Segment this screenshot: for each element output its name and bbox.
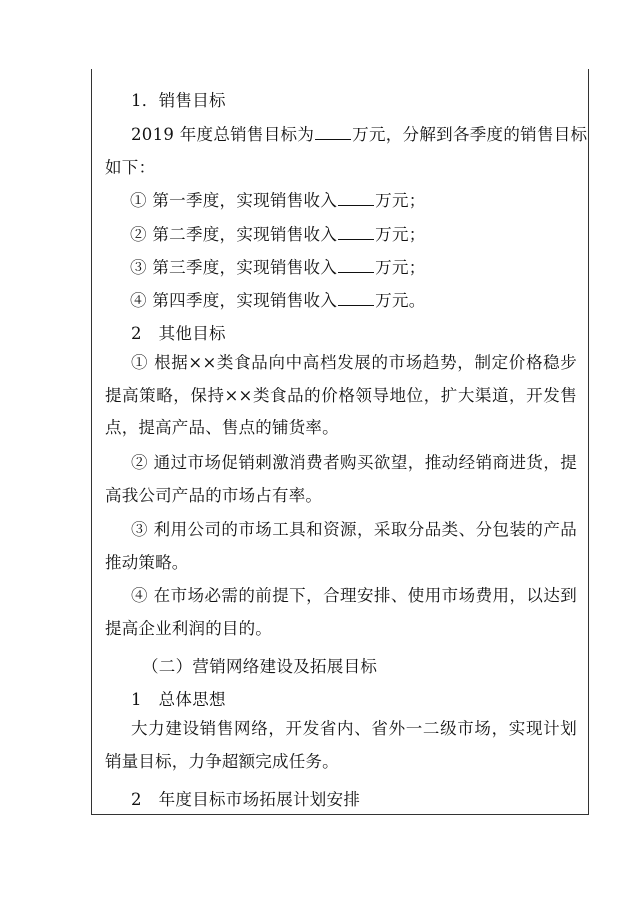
quarter-4-suffix: 万元。 (375, 291, 426, 310)
paragraph-promotion: ② 通过市场促销刺激消费者购买欲望，推动经销商进货，提高我公司产品的市场占有率。 (105, 453, 577, 505)
quarter-3-line (130, 254, 426, 278)
quarter-1-prefix: ① 第一季度，实现销售收入 (130, 191, 338, 210)
paragraph-overall-idea: 大力建设销售网络，开发省内、省外一二级市场，实现计划销量目标，力争超额完成任务。 (105, 719, 577, 771)
quarter-3-suffix: 万元； (375, 258, 426, 277)
quarter-3-blank (338, 258, 374, 273)
paragraph-market-expenses: ④ 在市场必需的前提下，合理安排、使用市场费用，以达到提高企业利润的目的。 (105, 586, 577, 638)
paragraph-tools-resources: ③ 利用公司的市场工具和资源，采取分品类、分包装的产品推动策略。 (105, 520, 577, 572)
quarter-4-prefix: ④ 第四季度，实现销售收入 (130, 291, 338, 310)
document-frame (91, 69, 589, 815)
quarter-4-line (130, 287, 426, 311)
quarter-2-suffix: 万元； (375, 225, 426, 244)
heading-annual-plan: 2 年度目标市场拓展计划安排 (131, 790, 361, 809)
quarter-4-blank (338, 291, 374, 306)
heading-network-targets: （二）营销网络建设及拓展目标 (142, 657, 378, 676)
total-target-blank (315, 125, 351, 140)
paragraph-pricing-strategy: ① 根据××类食品向中高档发展的市场趋势，制定价格稳步提高策略，保持××类食品的价格领导地位，扩大渠道，开发售点，提高产品、售点的铺货率。 (105, 353, 577, 437)
total-target-cont: 如下： (105, 158, 156, 177)
quarter-1-suffix: 万元； (375, 191, 426, 210)
heading-sales-target: 1．销售目标 (131, 91, 226, 110)
quarter-3-prefix: ③ 第三季度，实现销售收入 (130, 258, 338, 277)
quarter-2-prefix: ② 第二季度，实现销售收入 (130, 225, 338, 244)
quarter-2-line (130, 221, 426, 245)
quarter-1-blank (338, 191, 374, 206)
total-target-suffix: 万元，分解到各季度的销售目标 (352, 125, 588, 144)
heading-overall-idea: 1 总体思想 (131, 690, 226, 709)
heading-other-targets: 2 其他目标 (131, 324, 226, 343)
total-target-line (131, 121, 587, 145)
quarter-2-blank (338, 225, 374, 240)
quarter-1-line (130, 187, 426, 211)
total-target-prefix: 2019 年度总销售目标为 (131, 125, 315, 144)
